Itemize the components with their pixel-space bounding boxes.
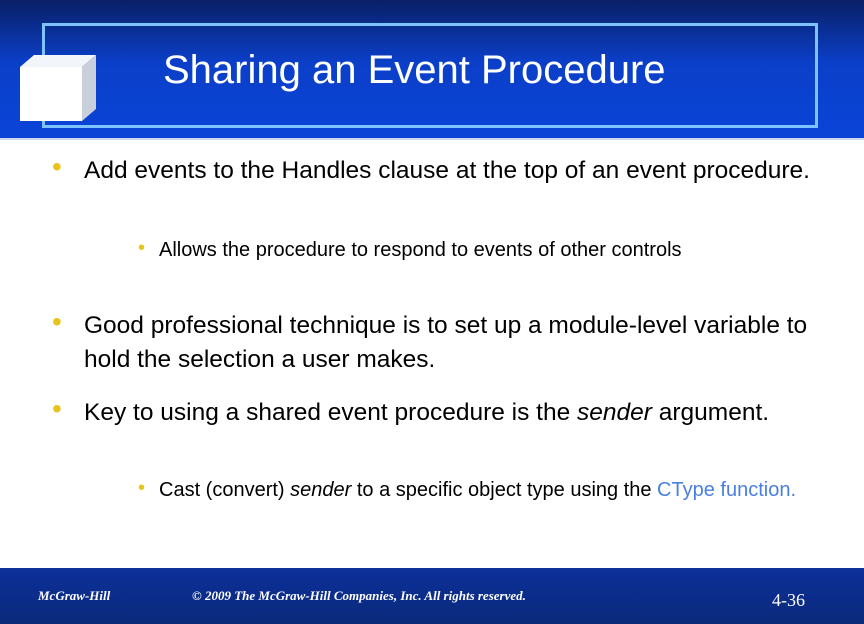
bullet-1: Add events to the Handles clause at the top of an event procedure. [84,157,810,184]
sub-text-middle: to a specific object type using the [351,479,658,501]
sub-text-before: Cast (convert) [159,479,291,501]
bullet-dot-icon: • [138,237,146,259]
sub-emph: sender [290,479,352,501]
footer-publisher: McGraw-Hill [38,588,111,603]
bullet-2: Good professional technique is to set up a module-level variable to hold the selection a user makes. [84,312,808,373]
bullet-dot-icon: • [52,393,62,424]
bullet-dot-icon: • [52,151,62,182]
bullet-3-sub-1 [159,475,799,505]
bullet-dot-icon: • [138,477,146,499]
bullet-3-text-before: Key to using a shared event procedure is the [84,399,578,426]
ctype-link[interactable]: CType function. [657,479,797,501]
bullet-3-text-after: argument. [651,399,770,426]
bullet-dot-icon: • [52,306,62,337]
footer [0,568,864,624]
bullet-3 [84,396,814,430]
bullet-1-sub-1: Allows the procedure to respond to events of other controls [159,239,682,261]
cube-icon [20,55,100,121]
slide-title: Sharing an Event Procedure [163,48,666,92]
page-number: 4-36 [772,590,805,610]
bullet-3-emph: sender [577,399,652,426]
footer-copyright: © 2009 The McGraw-Hill Companies, Inc. All rights reserved. [192,588,526,603]
